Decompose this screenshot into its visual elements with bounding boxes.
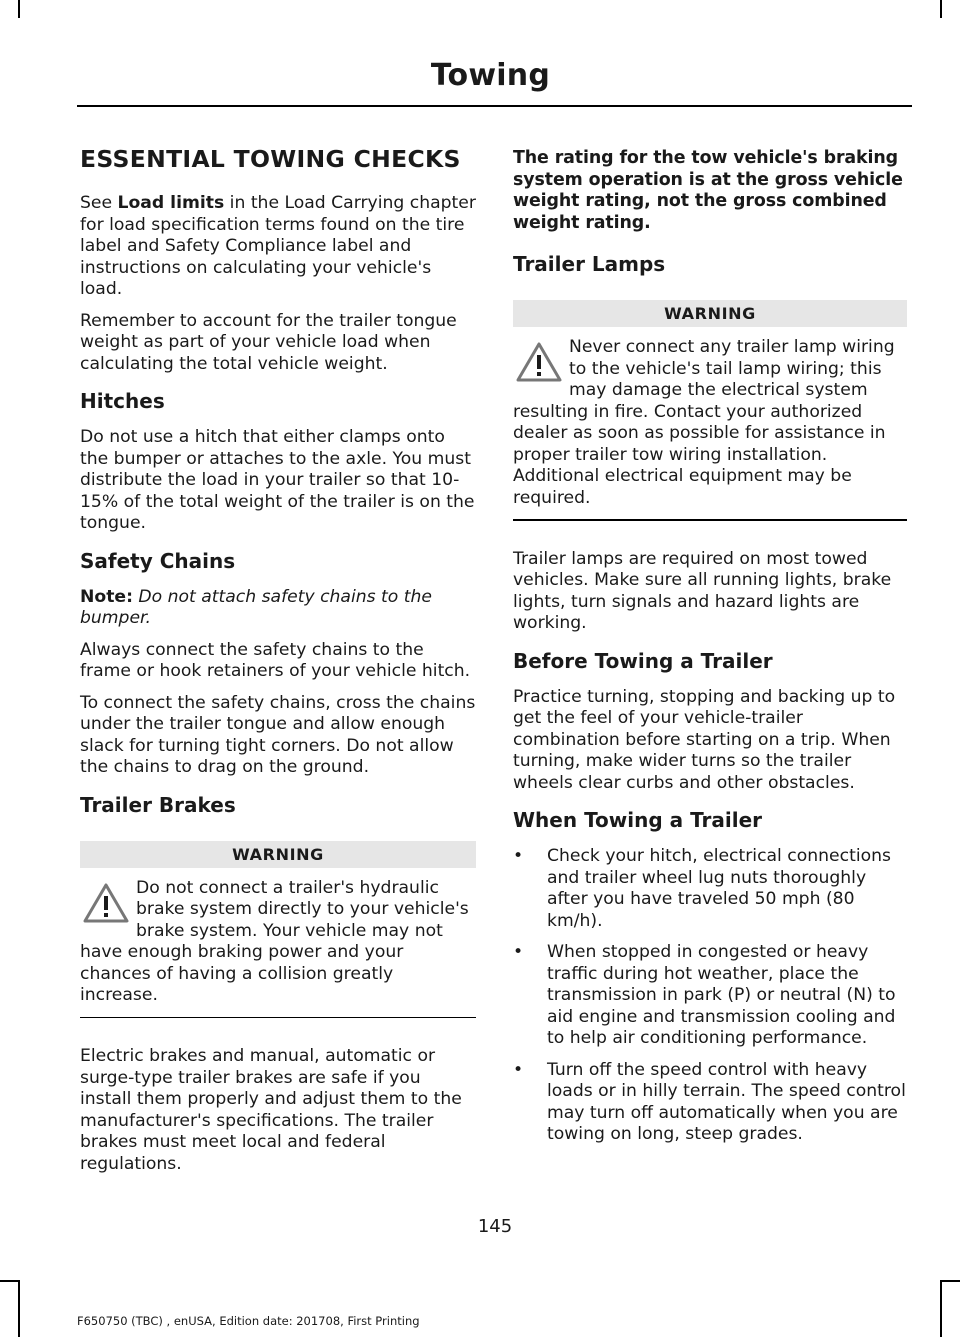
warning-rule <box>513 519 907 521</box>
section-title: ESSENTIAL TOWING CHECKS <box>80 145 461 173</box>
list-item <box>513 942 907 1050</box>
chapter-title: Towing <box>430 58 550 93</box>
footer-edition: F650750 (TBC) , enUSA, Edition date: 201708, First Printing <box>77 1314 420 1328</box>
warning-text: Do not connect a trailer's hydraulic brake system directly to your vehicle's brake system. Your vehicle may not have enough braking power and your chances of having a collision greatly increase. <box>80 877 469 1005</box>
list-item <box>513 1060 907 1146</box>
hitches-heading: Hitches <box>80 389 165 413</box>
left-column <box>80 140 476 1185</box>
crop-mark-bottom-right-h <box>942 1280 960 1282</box>
before-towing-heading: Before Towing a Trailer <box>513 648 773 673</box>
warning-triangle-icon <box>515 341 563 383</box>
page-number: 145 <box>477 1216 513 1237</box>
list-item-text: When stopped in congested or heavy traffic during hot weather, place the transmission in park (P) or neutral (N) to aid engine and transmission cooling and to help air conditioning performance. <box>547 942 896 1048</box>
intro-paragraph <box>80 193 476 301</box>
warning-rule <box>80 1017 476 1019</box>
crop-mark-top-right <box>940 0 942 18</box>
crop-mark-bottom-right-v <box>940 1280 942 1337</box>
warning-label: WARNING <box>80 841 476 868</box>
right-column <box>513 140 907 1156</box>
trailer-lamps-warning <box>513 300 907 521</box>
rating-paragraph: The rating for the tow vehicle's braking system operation is at the gross vehicle weight rating, not the gross combined weight rating. <box>513 148 903 233</box>
bullet: • <box>513 942 524 962</box>
warning-body <box>80 878 476 1007</box>
bullet: • <box>513 846 524 866</box>
warning-body <box>513 337 907 509</box>
note-paragraph <box>80 587 476 630</box>
trailer-lamps-heading: Trailer Lamps <box>513 252 666 276</box>
list-item-text: Turn off the speed control with heavy loads or in hilly terrain. The speed control may turn off automatically when you are towing on long, steep grades. <box>547 1059 906 1144</box>
crop-mark-bottom-left-h <box>0 1280 18 1282</box>
when-towing-heading: When Towing a Trailer <box>513 808 763 832</box>
safety-chains-paragraph-2: To connect the safety chains, cross the chains under the trailer tongue and allow enough slack for turning tight corners. Do not allow the chains to drag on the ground. <box>80 692 476 777</box>
crop-mark-top-left <box>18 0 20 18</box>
remember-paragraph: Remember to account for the trailer tongue weight as part of your vehicle load when calculating the total vehicle weight. <box>80 310 457 374</box>
list-item <box>513 846 907 932</box>
trailer-brakes-heading: Trailer Brakes <box>80 792 236 817</box>
warning-triangle-icon <box>82 882 130 924</box>
crop-mark-bottom-left-v <box>18 1280 20 1337</box>
load-limits-link[interactable]: Load limits <box>117 193 225 213</box>
trailer-brakes-warning <box>80 841 476 1019</box>
trailer-lamps-paragraph: Trailer lamps are required on most towed vehicles. Make sure all running lights, brake lights, turn signals and hazard lights are working. <box>513 548 892 633</box>
trailer-brakes-paragraph: Electric brakes and manual, automatic or surge-type trailer brakes are safe if you install them properly and adjust them to the manufacturer's specifications. The trailer brakes must meet local and federal regulations. <box>80 1046 462 1174</box>
note-label: Note: <box>80 586 133 607</box>
bullet: • <box>513 1059 524 1080</box>
list-item-text: Check your hitch, electrical connections and trailer wheel lug nuts thoroughly after you have traveled 50 mph (80 km/h). <box>547 846 891 931</box>
note-text: Do not attach safety chains to the bumper. <box>80 586 432 628</box>
warning-text: Never connect any trailer lamp wiring to the vehicle's tail lamp wiring; this may damage the electrical system resulting in fire. Contact your authorized dealer as soon as possible for assistance in proper trailer tow wiring installation. Additional electrical equipment may be required. <box>513 337 895 508</box>
hitches-paragraph: Do not use a hitch that either clamps onto the bumper or attaches to the axle. You must distribute the load in your trailer so that 10-15% of the total weight of the trailer is on the tongue. <box>80 427 475 533</box>
before-towing-paragraph: Practice turning, stopping and backing up to get the feel of your vehicle-trailer combination before starting on a trip. When turning, make wider turns so the trailer wheels clear curbs and other obstacles. <box>513 686 896 793</box>
safety-chains-heading: Safety Chains <box>80 548 236 573</box>
header-rule <box>77 105 912 107</box>
intro-post: in the Load Carrying chapter for load specification terms found on the tire label and Safety Compliance label and instructions on calculating your vehicle's load. <box>80 193 476 299</box>
safety-chains-paragraph-1: Always connect the safety chains to the frame or hook retainers of your vehicle hitch. <box>80 639 471 681</box>
towing-checklist <box>513 846 907 1146</box>
warning-label: WARNING <box>513 300 907 327</box>
intro-pre: See <box>80 193 118 213</box>
